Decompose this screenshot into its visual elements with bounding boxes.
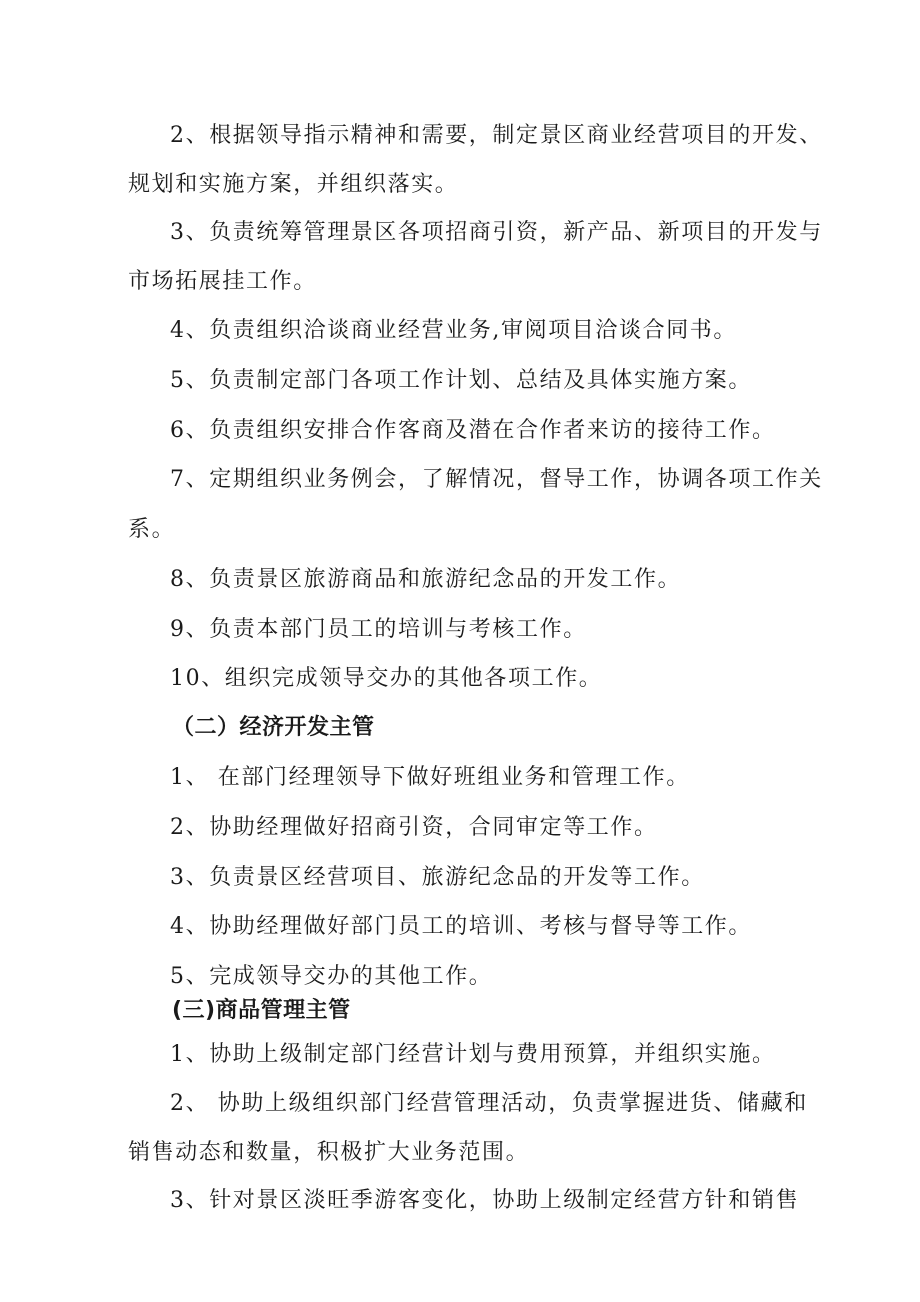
paragraph-line: 7、定期组织业务例会，了解情况，督导工作，协调各项工作关 [170,467,823,492]
paragraph-line: 6、负责组织安排合作客商及潜在合作者来访的接待工作。 [170,418,776,443]
paragraph-line: 1、协助上级制定部门经营计划与费用预算，并组织实施。 [170,1042,776,1067]
paragraph-line: 销售动态和数量，积极扩大业务范围。 [128,1140,530,1165]
section-heading: (三)商品管理主管 [172,998,351,1023]
paragraph-line: 2、根据领导指示精神和需要，制定景区商业经营项目的开发、 [170,123,823,148]
paragraph-line: 市场拓展挂工作。 [128,269,317,294]
paragraph-line: 3、针对景区淡旺季游客变化，协助上级制定经营方针和销售 [170,1188,800,1213]
paragraph-line: 4、负责组织洽谈商业经营业务,审阅项目洽谈合同书。 [170,318,737,343]
section-heading: （二）经济开发主管 [172,715,375,740]
paragraph-line: 系。 [128,517,176,542]
paragraph-line: 4、协助经理做好部门员工的培训、考核与督导等工作。 [170,914,752,939]
paragraph-line: 2、 协助上级组织部门经营管理活动，负责掌握进货、储藏和 [170,1091,808,1116]
paragraph-line: 2、协助经理做好招商引资，合同审定等工作。 [170,815,658,840]
paragraph-line: 1、 在部门经理领导下做好班组业务和管理工作。 [170,765,690,790]
paragraph-line: 5、负责制定部门各项工作计划、总结及具体实施方案。 [170,368,752,393]
paragraph-line: 5、完成领导交办的其他工作。 [170,964,493,989]
paragraph-line: 3、负责景区经营项目、旅游纪念品的开发等工作。 [170,865,705,890]
paragraph-line: 8、负责景区旅游商品和旅游纪念品的开发工作。 [170,567,682,592]
paragraph-line: 3、负责统筹管理景区各项招商引资，新产品、新项目的开发与 [170,220,823,245]
paragraph-line: 9、负责本部门员工的培训与考核工作。 [170,617,587,642]
paragraph-line: 规划和实施方案，并组织落实。 [128,172,459,197]
paragraph-line: 10、组织完成领导交办的其他各项工作。 [170,666,603,691]
